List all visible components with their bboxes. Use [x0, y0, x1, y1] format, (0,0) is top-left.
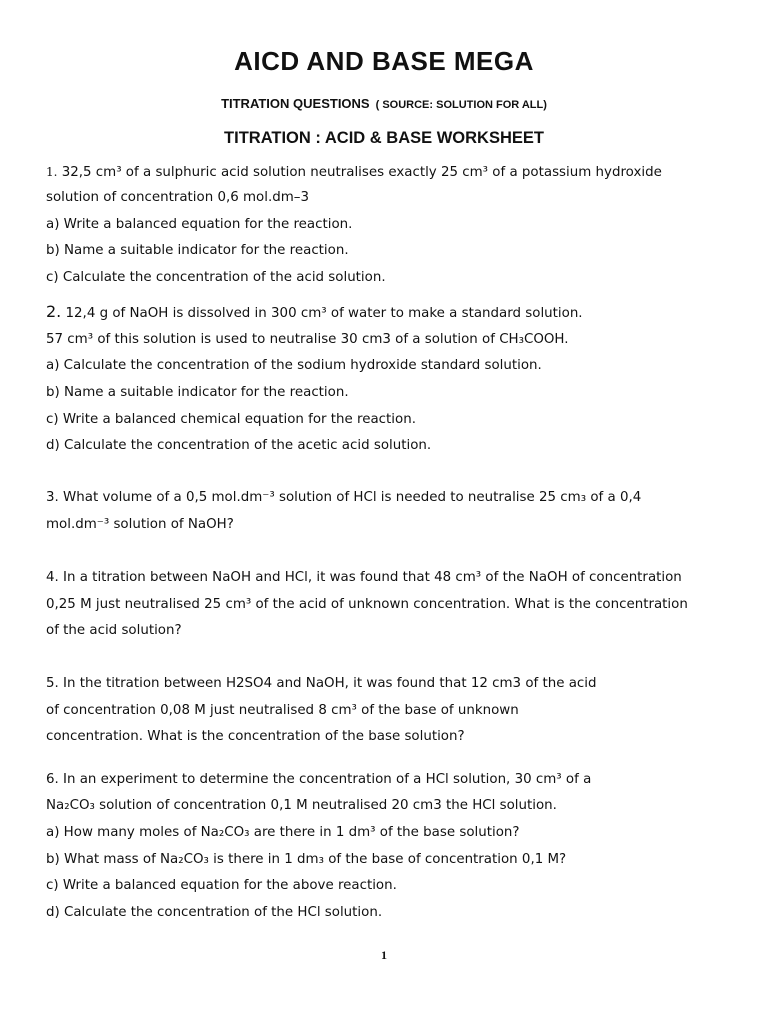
question-1-number: 1. — [46, 165, 58, 179]
question-2-number: 2. — [46, 302, 62, 321]
question-6-part-d: d) Calculate the concentration of the HCl solution. — [46, 905, 383, 920]
question-4-line-2: 0,25 M just neutralised 25 cm³ of the acid of unknown concentration. What is the concentration — [46, 597, 688, 612]
question-6-line-1: 6. In an experiment to determine the concentration of a HCl solution, 30 cm³ of a — [46, 772, 592, 787]
question-1-part-b: b) Name a suitable indicator for the reaction. — [46, 243, 349, 258]
subtitle-text: TITRATION QUESTIONS — [221, 96, 370, 111]
question-2-line-2: 57 cm³ of this solution is used to neutralise 30 cm3 of a solution of CH₃COOH. — [46, 332, 569, 347]
worksheet-title: TITRATION : ACID & BASE WORKSHEET — [224, 129, 544, 147]
question-6-line-2: Na₂CO₃ solution of concentration 0,1 M neutralised 20 cm3 the HCl solution. — [46, 798, 557, 813]
question-6-part-c: c) Write a balanced equation for the above reaction. — [46, 878, 397, 893]
question-3-line-2: mol.dm⁻³ solution of NaOH? — [46, 517, 234, 532]
question-2-part-d: d) Calculate the concentration of the acetic acid solution. — [46, 438, 432, 453]
question-2-text: 12,4 g of NaOH is dissolved in 300 cm³ of water to make a standard solution. — [61, 306, 583, 321]
question-2-part-a: a) Calculate the concentration of the sodium hydroxide standard solution. — [46, 358, 542, 373]
question-5-line-2: of concentration 0,08 M just neutralised 8 cm³ of the base of unknown — [46, 703, 519, 718]
question-1-part-a: a) Write a balanced equation for the reaction. — [46, 217, 353, 232]
question-6-part-a: a) How many moles of Na₂CO₃ are there in 1 dm³ of the base solution? — [46, 825, 520, 840]
question-1-part-c: c) Calculate the concentration of the acid solution. — [46, 270, 386, 285]
page-number: 1 — [381, 948, 387, 962]
question-4-line-1: 4. In a titration between NaOH and HCl, it was found that 48 cm³ of the NaOH of concentration — [46, 570, 682, 585]
question-1-line-2: solution of concentration 0,6 mol.dm–3 — [46, 190, 309, 205]
question-5-line-1: 5. In the titration between H2SO4 and NaOH, it was found that 12 cm3 of the acid — [46, 676, 597, 691]
question-5-line-3: concentration. What is the concentration of the base solution? — [46, 729, 465, 744]
source-note: ( SOURCE: SOLUTION FOR ALL) — [375, 99, 547, 111]
question-1-line-1 — [46, 163, 662, 182]
question-4-line-3: of the acid solution? — [46, 623, 182, 638]
question-2-part-c: c) Write a balanced chemical equation for the reaction. — [46, 412, 416, 427]
document-subtitle — [0, 96, 768, 111]
document-title: AICD AND BASE MEGA — [234, 46, 534, 76]
question-6-part-b: b) What mass of Na₂CO₃ is there in 1 dm₃ of the base of concentration 0,1 M? — [46, 852, 567, 867]
question-2-part-b: b) Name a suitable indicator for the reaction. — [46, 385, 349, 400]
question-2-line-1 — [46, 303, 583, 323]
question-1-text: 32,5 cm³ of a sulphuric acid solution neutralises exactly 25 cm³ of a potassium hydroxide — [57, 165, 662, 180]
question-3-line-1: 3. What volume of a 0,5 mol.dm⁻³ solution of HCl is needed to neutralise 25 cm₃ of a 0,4 — [46, 490, 642, 505]
